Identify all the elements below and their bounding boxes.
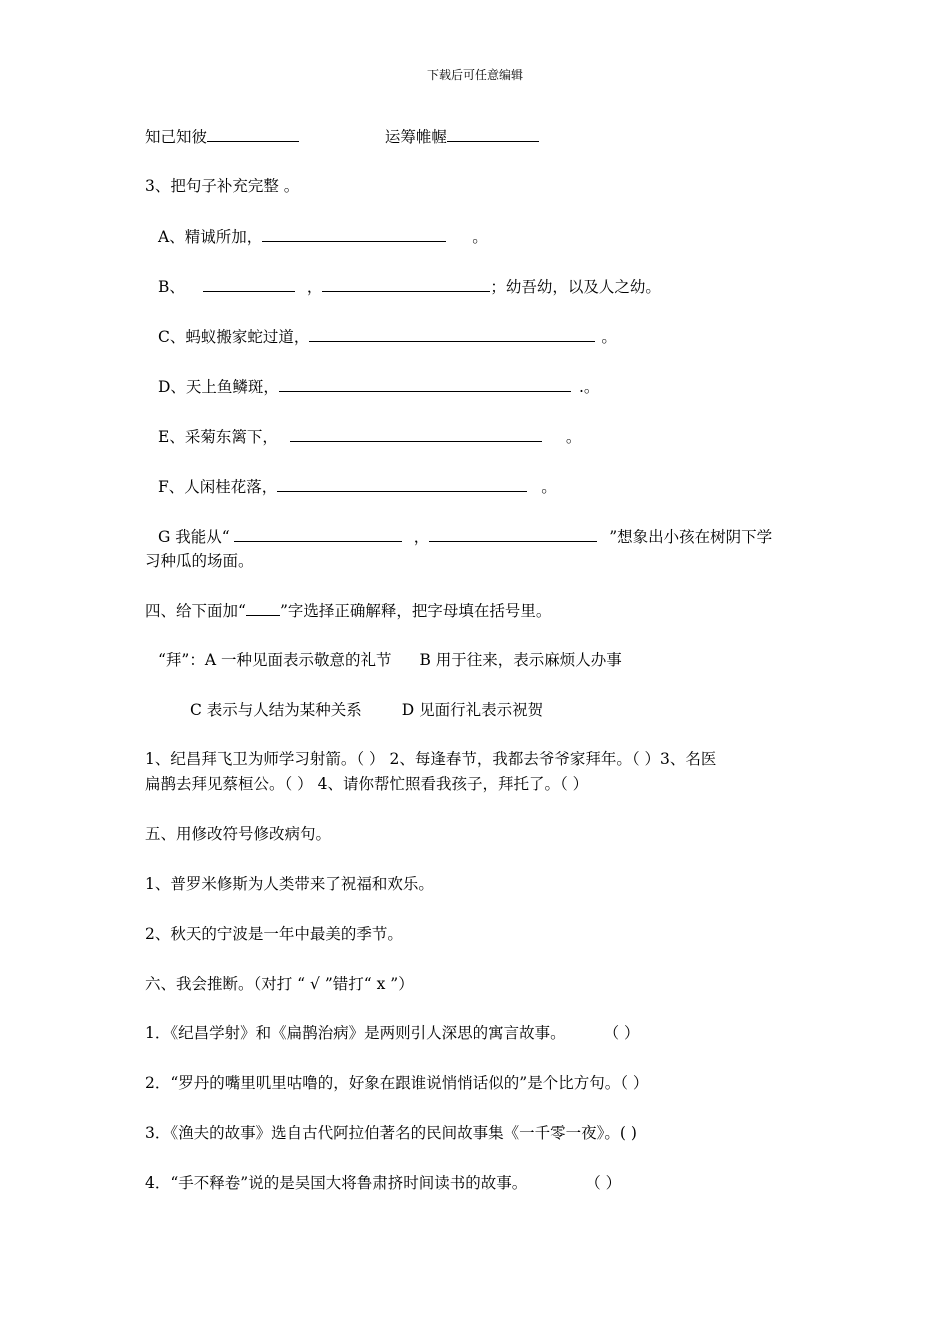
blank[interactable] (429, 523, 597, 542)
blank[interactable] (322, 273, 490, 292)
judge-item-2: 2．“罗丹的嘴里叽里咕噜的，好象在跟谁说悄悄话似的”是个比方句。（ ） (145, 1074, 649, 1092)
section-6-title: 六、我会推断。（对打 “ √ ”错打“ x ”） (145, 975, 414, 993)
definitions-row-1: “拜”：A 一种见面表示敬意的礼节 B 用于往来，表示麻烦人办事 (158, 651, 622, 669)
item-g: G 我能从“ ， ”想象出小孩在树阴下学 (158, 523, 772, 550)
blank[interactable] (203, 273, 295, 292)
section-4-questions-2: 扁鹊去拜见蔡桓公。（ ） 4、请你帮忙照看我孩子，拜托了。（ ） (145, 775, 589, 793)
blank[interactable] (290, 423, 542, 442)
blank[interactable] (207, 123, 299, 142)
blank[interactable] (262, 223, 446, 242)
item-b: B、 ， ；幼吾幼，以及人之幼。 (158, 273, 661, 300)
answer-parens[interactable]: （ ） (585, 1174, 622, 1192)
judge-item-1: 1．《纪昌学射》和《扁鹊治病》是两则引人深思的寓言故事。 （ ） (145, 1024, 640, 1042)
blank[interactable] (277, 473, 527, 492)
blank[interactable] (234, 523, 402, 542)
page-header: 下载后可任意编辑 (426, 68, 523, 82)
item-f: F、人闲桂花落， 。 (158, 473, 557, 500)
item-d: D、天上鱼鳞斑， .。 (158, 373, 599, 400)
blank[interactable] (279, 373, 571, 392)
section-3-title: 3、把句子补充完整 。 (145, 177, 300, 195)
sentence-1: 1、普罗米修斯为人类带来了祝福和欢乐。 (145, 875, 434, 893)
idiom-a: 知己知彼 (145, 128, 208, 146)
judge-item-3: 3．《渔夫的故事》选自古代阿拉伯著名的民间故事集《一千零一夜》。( ) (145, 1124, 637, 1142)
item-g-cont: 习种瓜的场面。 (145, 552, 254, 570)
definitions-row-2: C 表示与人结为某种关系 D 见面行礼表示祝贺 (190, 701, 544, 719)
sentence-2: 2、秋天的宁波是一年中最美的季节。 (145, 925, 403, 943)
item-a: A、精诚所加， 。 (158, 223, 488, 250)
blank (246, 597, 280, 616)
judge-item-4: 4．“手不释卷”说的是吴国大将鲁肃挤时间读书的故事。 （ ） (145, 1174, 622, 1192)
idiom-b: 运筹帷幄 (384, 128, 447, 146)
section-4-questions-1: 1、纪昌拜飞卫为师学习射箭。（ ） 2、每逢春节，我都去爷爷家拜年。（ ）3、名医 (145, 750, 717, 768)
idiom-row (145, 123, 539, 150)
section-4-title: 四、给下面加“ ”字选择正确解释，把字母填在括号里。 (145, 597, 551, 624)
section-5-title: 五、用修改符号修改病句。 (145, 825, 332, 843)
answer-parens[interactable]: （ ） (603, 1024, 640, 1042)
blank[interactable] (447, 123, 539, 142)
item-c: C、蚂蚁搬家蛇过道， 。 (158, 323, 617, 350)
blank[interactable] (309, 323, 595, 342)
item-e: E、采菊东篱下， 。 (158, 423, 581, 450)
